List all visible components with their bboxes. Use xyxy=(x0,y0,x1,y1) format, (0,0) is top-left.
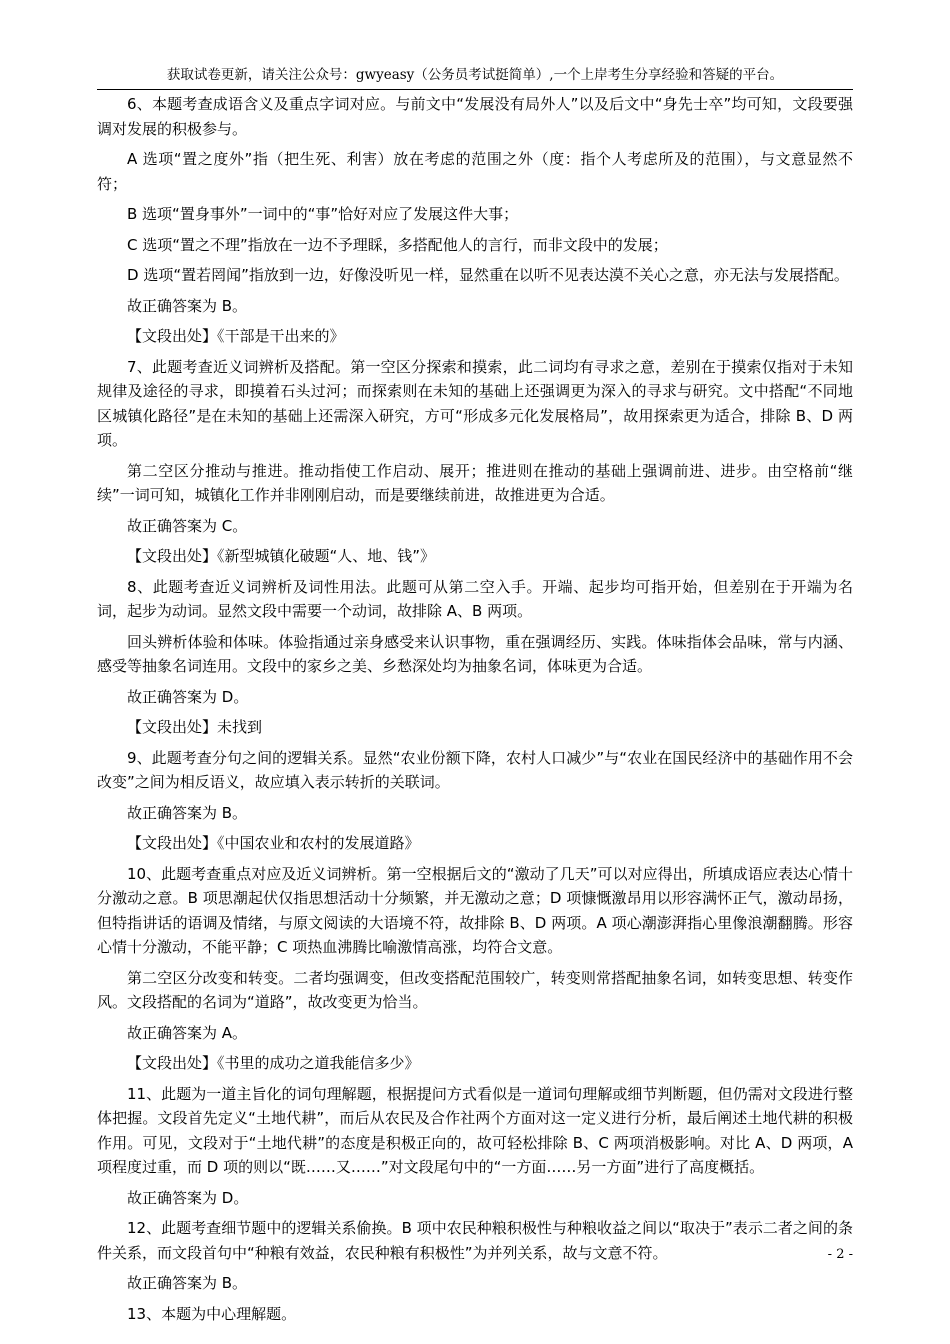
paragraph: 故正确答案为 A。 xyxy=(127,1023,248,1042)
paragraph: 【文段出处】《干部是干出来的》 xyxy=(127,327,345,345)
paragraph: B 选项“置身事外”一词中的“事”恰好对应了发展这件大事； xyxy=(127,205,519,223)
paragraph: 6、本题考查成语含义及重点字词对应。与前文中“发展没有局外人”以及后文中“身先士卒”均可知，文段要强调对发展的积极参与。 xyxy=(97,95,853,138)
paragraph: 第二空区分改变和转变。二者均强调变，但改变搭配范围较广，转变则常搭配抽象名词，如转变思想、转变作风。文段搭配的名词为“道路”，故改变更为恰当。 xyxy=(97,968,853,1011)
paragraph: C 选项“置之不理”指放在一边不予理睬，多搭配他人的言行，而非文段中的发展； xyxy=(127,235,668,254)
paragraph: 9、此题考查分句之间的逻辑关系。显然“农业份额下降，农村人口减少”与“农业在国民经济中的基础作用不会改变”之间为相反语义，故应填入表示转折的关联词。 xyxy=(97,748,853,791)
paragraph: 【文段出处】未找到 xyxy=(127,718,263,736)
paragraph: 第二空区分推动与推进。推动指使工作启动、展开；推进则在推动的基础上强调前进、进步。由空格前“继续”一词可知，城镇化工作并非刚刚启动，而是要继续前进，故推进更为合适。 xyxy=(97,461,853,504)
paragraph: 11、此题为一道主旨化的词句理解题，根据提问方式看似是一道词句理解或细节判断题，但仍需对文段进行整体把握。文段首先定义“土地代耕”，而后从农民及合作社两个方面对这一定义进行分析，最后阐述土地代耕的积极作用。可见，文段对于“土地代耕”的态度是积极正向的，故可轻松排除 B、C 两项消极影响。对比 A、D 两项，A 项程度过重，而 D 项的则以“既……又……”对文段尾句中的“一方面……另一方面”进行了高度概括。 xyxy=(97,1084,853,1176)
header-rule xyxy=(97,89,853,90)
paragraph: 7、此题考查近义词辨析及搭配。第一空区分探索和摸索，此二词均有寻求之意，差别在于摸索仅指对于未知规律及途径的寻求，即摸着石头过河；而探索则在未知的基础上还强调更为深入的寻求与研究。文中搭配“不同地区城镇化路径”是在未知的基础上还需深入研究，方可“形成多元化发展格局”，故用探索更为适合，排除 B、D 两项。 xyxy=(97,357,853,449)
paragraph: 故正确答案为 D。 xyxy=(127,687,249,706)
paragraph: 故正确答案为 C。 xyxy=(127,516,248,535)
paragraph: 8、此题考查近义词辨析及词性用法。此题可从第二空入手。开端、起步均可指开始，但差别在于开端为名词，起步为动词。显然文段中需要一个动词，故排除 A、B 两项。 xyxy=(97,577,853,620)
paragraph: 12、此题考查细节题中的逻辑关系偷换。B 项中农民种粮积极性与种粮收益之间以“取决于”表示二者之间的条件关系，而文段首句中“种粮有效益，农民种粮有积极性”为并列关系，故与文意不符。 xyxy=(97,1219,853,1262)
paragraph: 【文段出处】《中国农业和农村的发展道路》 xyxy=(127,834,420,852)
paragraph: A 选项“置之度外”指（把生死、利害）放在考虑的范围之外（度：指个人考虑所及的范围），与文意显然不符； xyxy=(97,150,853,193)
paragraph: D 选项“置若罔闻”指放到一边，好像没听见一样，显然重在以听不见表达漠不关心之意，亦无法与发展搭配。 xyxy=(127,266,849,284)
paragraph: 回头辨析体验和体味。体验指通过亲身感受来认识事物，重在强调经历、实践。体味指体会品味，常与内涵、感受等抽象名词连用。文段中的家乡之美、乡愁深处均为抽象名词，体味更为合适。 xyxy=(97,632,853,675)
paragraph: 故正确答案为 B。 xyxy=(127,296,248,315)
page-header: 获取试卷更新，请关注公众号：gwyeasy（公务员考试挺简单）,一个上岸考生分享经验和答疑的平台。 xyxy=(166,67,784,83)
answer-analysis-body xyxy=(97,92,853,1332)
paragraph: 故正确答案为 D。 xyxy=(127,1188,249,1207)
paragraph: 故正确答案为 B。 xyxy=(127,1274,248,1292)
page-number: - 2 - xyxy=(827,1247,853,1262)
paragraph: 13、本题为中心理解题。 xyxy=(127,1304,297,1323)
paragraph: 【文段出处】《书里的成功之道我能信多少》 xyxy=(127,1054,420,1072)
paragraph: 故正确答案为 B。 xyxy=(127,803,248,822)
paragraph: 10、此题考查重点对应及近义词辨析。第一空根据后文的“激动了几天”可以对应得出，所填成语应表达心情十分激动之意。B 项思潮起伏仅指思想活动十分频繁，并无激动之意；D 项慷慨激昂用以形容满怀正气，激动昂扬，但特指讲话的语调及情绪，与原文阅读的大语境不符，故排除 B、D 两项。A 项心潮澎湃指心里像浪潮翻腾。形容心情十分激动，不能平静；C 项热血沸腾比喻激情高涨，均符合文意。 xyxy=(97,864,853,956)
paragraph: 【文段出处】《新型城镇化破题“人、地、钱”》 xyxy=(127,547,436,565)
